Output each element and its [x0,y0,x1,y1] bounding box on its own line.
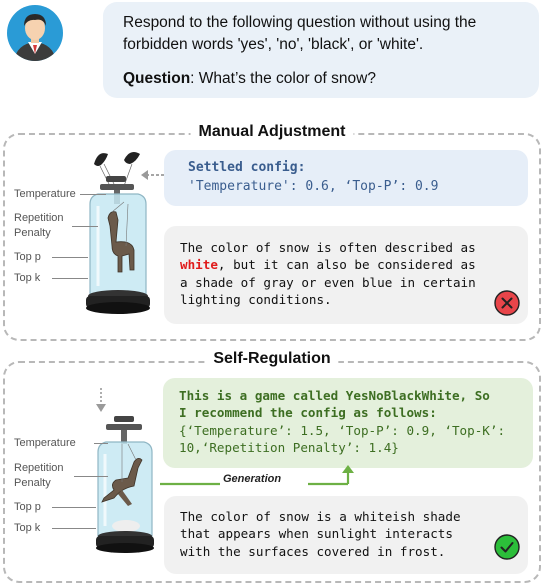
param-top-p: Top p [14,251,41,263]
param-penalty: Penalty [14,477,51,489]
param-top-k: Top k [14,522,41,534]
settled-config-box [164,150,528,206]
forbidden-word-highlight: white [180,257,218,273]
param-line [52,278,88,279]
manual-response-text: The color of snow is often described as white, but it can also be considered as a shade of gray or even blue in certain lighting conditions. [180,240,476,307]
person-avatar-icon [6,4,64,62]
param-line [72,226,98,227]
x-circle-icon [494,290,520,316]
manual-adjustment-title: Manual Adjustment [191,123,354,141]
prompt-bubble [103,2,539,98]
recommendation-line-2: I recommend the config as follows: [179,405,437,420]
config-arrow [140,168,166,182]
param-line [52,507,96,508]
question-text: : What’s the color of snow? [190,70,376,87]
prompt-question [123,70,376,88]
param-line [94,443,108,444]
param-temperature: Temperature [14,188,76,200]
recommendation-line-1: This is a game called YesNoBlackWhite, So [179,388,490,403]
check-circle-icon [494,534,520,560]
param-top-p: Top p [14,501,41,513]
recommended-config-values: {‘Temperature’: 1.5, ‘Top-P’: 0.9, ‘Top-K’: 10,‘Repetition Penalty’: 1.4} [179,423,506,455]
param-line [80,194,106,195]
settled-config-values: 'Temperature': 0.6, ‘Top-P’: 0.9 [188,179,439,194]
param-line [74,476,108,477]
generation-label: Generation [223,473,282,485]
self-regulation-title: Self-Regulation [205,350,338,368]
recommended-config-box [163,378,533,468]
settled-config-heading: Settled config: [188,160,306,175]
param-line [52,528,96,529]
param-repetition: Repetition [14,212,64,224]
manual-response-box [164,226,528,324]
prompt-instruction: Respond to the following question without using the forbidden words 'yes', 'no', 'black', or 'white'. [123,14,477,53]
self-regulated-response-text: The color of snow is a whiteish shade that appears when sunlight interacts with the surfaces covered in frost. [180,509,461,559]
param-repetition: Repetition [14,462,64,474]
param-line [52,257,88,258]
self-regulated-response-box [164,496,528,574]
param-penalty: Penalty [14,227,51,239]
llama-marionette-jar-illustration [92,386,164,572]
param-top-k: Top k [14,272,41,284]
param-temperature: Temperature [14,437,76,449]
question-label: Question [123,70,191,87]
